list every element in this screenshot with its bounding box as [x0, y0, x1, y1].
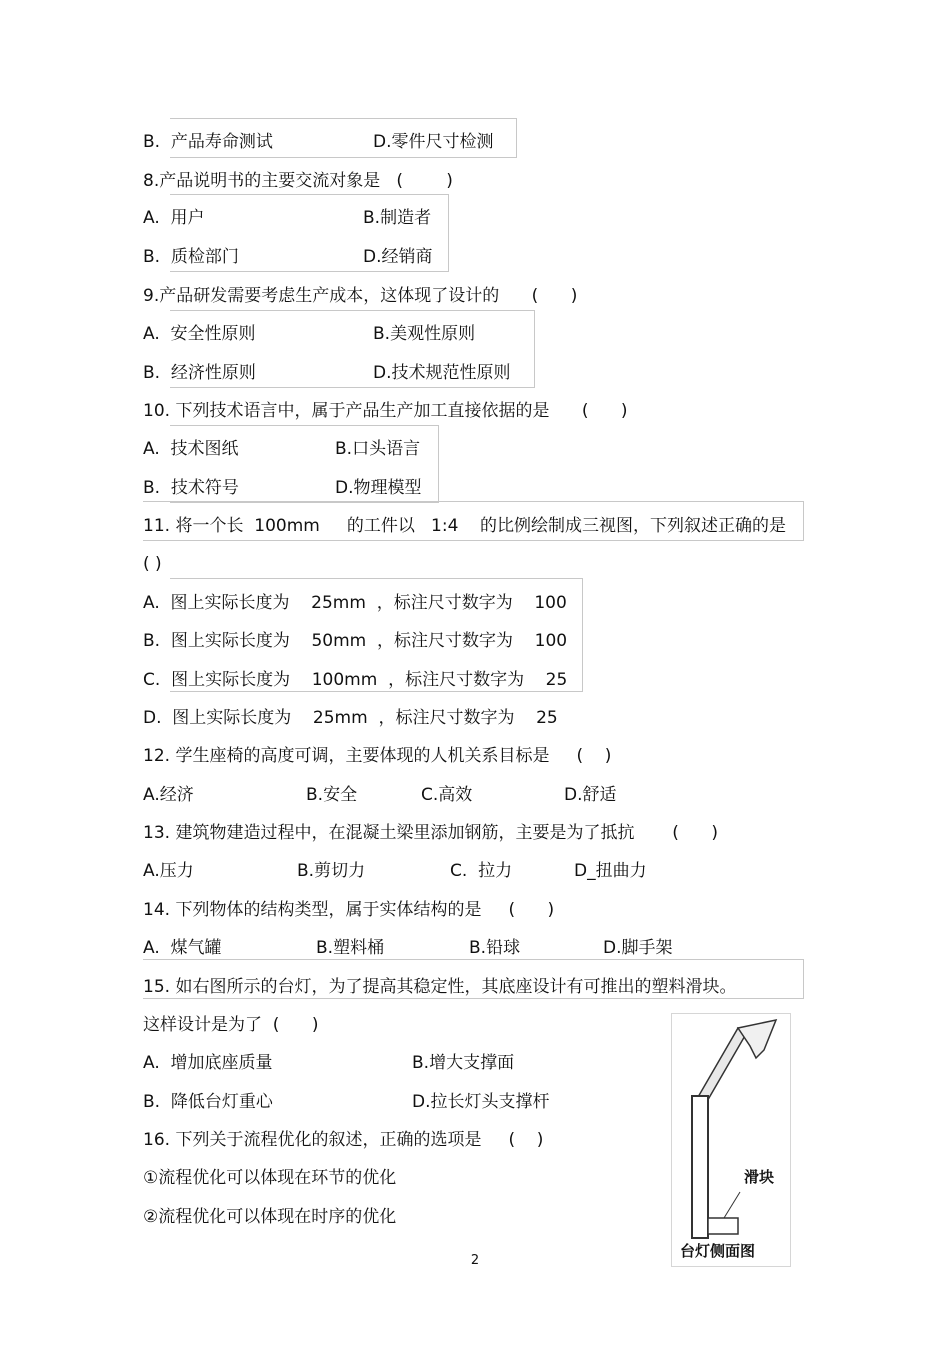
q9-stem: 9.产品研发需要考虑生产成本，这体现了设计的 ( ): [143, 286, 578, 306]
q8-stem: 8.产品说明书的主要交流对象是 ( ): [143, 171, 453, 191]
q8-option-a: A. 用户: [143, 208, 205, 228]
q9-option-d: D.技术规范性原则: [373, 363, 511, 383]
q11-stem: 11. 将一个长 100mm 的工件以 1:4 的比例绘制成三视图，下列叙述正确的是: [143, 516, 787, 536]
q11-stem-paren: ( ): [143, 554, 162, 574]
q13-option-d: D_扭曲力: [574, 861, 647, 881]
q15-option-b2: B. 降低台灯重心: [143, 1092, 273, 1112]
q15-stem: 15. 如右图所示的台灯，为了提高其稳定性，其底座设计有可推出的塑料滑块。: [143, 977, 737, 997]
q12-stem: 12. 学生座椅的高度可调，主要体现的人机关系目标是 ( ): [143, 746, 612, 766]
q13-option-b: B.剪切力: [297, 861, 366, 881]
q15-stem-cont: 这样设计是为了 ( ): [143, 1015, 319, 1035]
q10-option-a: A. 技术图纸: [143, 439, 239, 459]
q10-stem: 10. 下列技术语言中，属于产品生产加工直接依据的是 ( ): [143, 401, 628, 421]
q9-option-a: A. 安全性原则: [143, 324, 256, 344]
q10-option-d: D.物理模型: [335, 478, 422, 498]
q16-statement-2: ②流程优化可以体现在时序的优化: [143, 1207, 397, 1227]
q16-stem: 16. 下列关于流程优化的叙述，正确的选项是 ( ): [143, 1130, 544, 1150]
q14-option-d: D.脚手架: [603, 938, 673, 958]
q7-option-d: D.零件尺寸检测: [373, 132, 494, 152]
q12-option-d: D.舒适: [564, 785, 617, 805]
q11-option-d: D. 图上实际长度为 25mm ，标注尺寸数字为 25: [143, 708, 558, 728]
q14-option-a: A. 煤气罐: [143, 938, 222, 958]
q15-option-a: A. 增加底座质量: [143, 1053, 273, 1073]
q15-option-d: D.拉长灯头支撑杆: [412, 1092, 550, 1112]
figure-caption: 台灯侧面图: [680, 1242, 756, 1260]
q9-option-b: B.美观性原则: [373, 324, 476, 344]
desk-lamp-figure: [671, 1013, 791, 1267]
q13-stem: 13. 建筑物建造过程中，在混凝土梁里添加钢筋，主要是为了抵抗 ( ): [143, 823, 718, 843]
page-number: 2: [470, 1253, 480, 1268]
q11-option-a: A. 图上实际长度为 25mm ，标注尺寸数字为 100: [143, 593, 567, 613]
q12-option-a: A.经济: [143, 785, 194, 805]
q8-option-d: D.经销商: [363, 247, 433, 267]
q10-option-b2: B. 技术符号: [143, 478, 239, 498]
q10-option-b: B.口头语言: [335, 439, 421, 459]
q13-option-c: C. 拉力: [450, 861, 513, 881]
q14-stem: 14. 下列物体的结构类型，属于实体结构的是 ( ): [143, 900, 555, 920]
q16-statement-1: ①流程优化可以体现在环节的优化: [143, 1168, 397, 1188]
q12-option-c: C.高效: [421, 785, 473, 805]
q8-option-b2: B. 质检部门: [143, 247, 239, 267]
slider-label: 滑块: [744, 1168, 775, 1186]
q14-option-c: B.铅球: [469, 938, 521, 958]
q11-option-b: B. 图上实际长度为 50mm ，标注尺寸数字为 100: [143, 631, 568, 651]
q13-option-a: A.压力: [143, 861, 194, 881]
q7-option-b: B. 产品寿命测试: [143, 132, 273, 152]
q9-option-b2: B. 经济性原则: [143, 363, 256, 383]
q8-option-b: B.制造者: [363, 208, 432, 228]
q11-option-c: C. 图上实际长度为 100mm ，标注尺寸数字为 25: [143, 670, 568, 690]
q14-option-b: B.塑料桶: [316, 938, 385, 958]
q15-option-b: B.增大支撑面: [412, 1053, 515, 1073]
desk-lamp-drawing: [672, 1014, 790, 1266]
q12-option-b: B.安全: [306, 785, 358, 805]
